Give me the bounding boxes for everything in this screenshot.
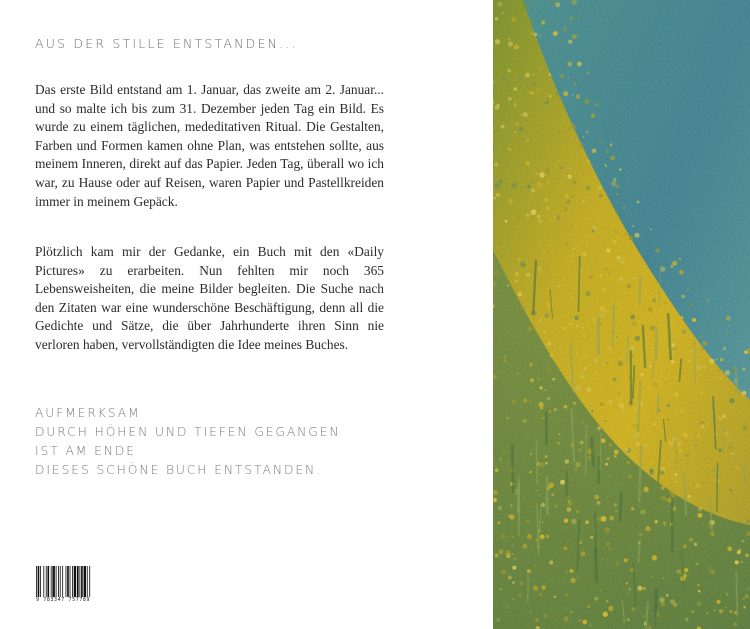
paragraph-2: Plötzlich kam mir der Gedanke, ein Buch mit den «Daily Pictures» zu erarbeiten. Nun fehlten mir noch 365 Lebensweisheiten, die meine Bilder begleiten. Die Suche nach den Zitaten war eine wunderschöne Beschäftigung, denn all die Gedichte und Sätze, die über Jahrhunderte ihren Sinn nie verloren haben, vervollständigten die Idee meines Buches. [35, 244, 384, 352]
isbn-barcode [36, 566, 112, 606]
pastel-painting-image [493, 0, 750, 629]
barcode-icon [36, 566, 112, 597]
poem-line-3: IST AM ENDE [35, 444, 136, 458]
closing-poem [35, 404, 340, 480]
paragraph-1: Das erste Bild entstand am 1. Januar, das zweite am 2. Januar... und so malte ich bis zum 31. Dezember jeden Tag ein Bild. Es wurde zu einem täglichen, mededitativen Ritual. Die Gestalten, Farben und Formen kamen ohne Plan, was entstehen sollte, aus meinem Inneren, direkt auf das Papier. Jeden Tag, überall wo ich war, zu Hause oder auf Reisen, waren Papier und Pastellkreiden immer in meinem Gepäck. [35, 82, 384, 209]
poem-line-4: DIESES SCHÖNE BUCH ENTSTANDEN. [35, 463, 322, 477]
poem-line-1: AUFMERKSAM [35, 406, 141, 420]
barcode-digits: 9 783347 757789 [36, 597, 91, 603]
meadow-painting-icon [493, 0, 750, 629]
poem-line-2: DURCH HÖHEN UND TIEFEN GEGANGEN [35, 425, 341, 439]
cover-heading: AUS DER STILLE ENTSTANDEN... [35, 36, 298, 51]
